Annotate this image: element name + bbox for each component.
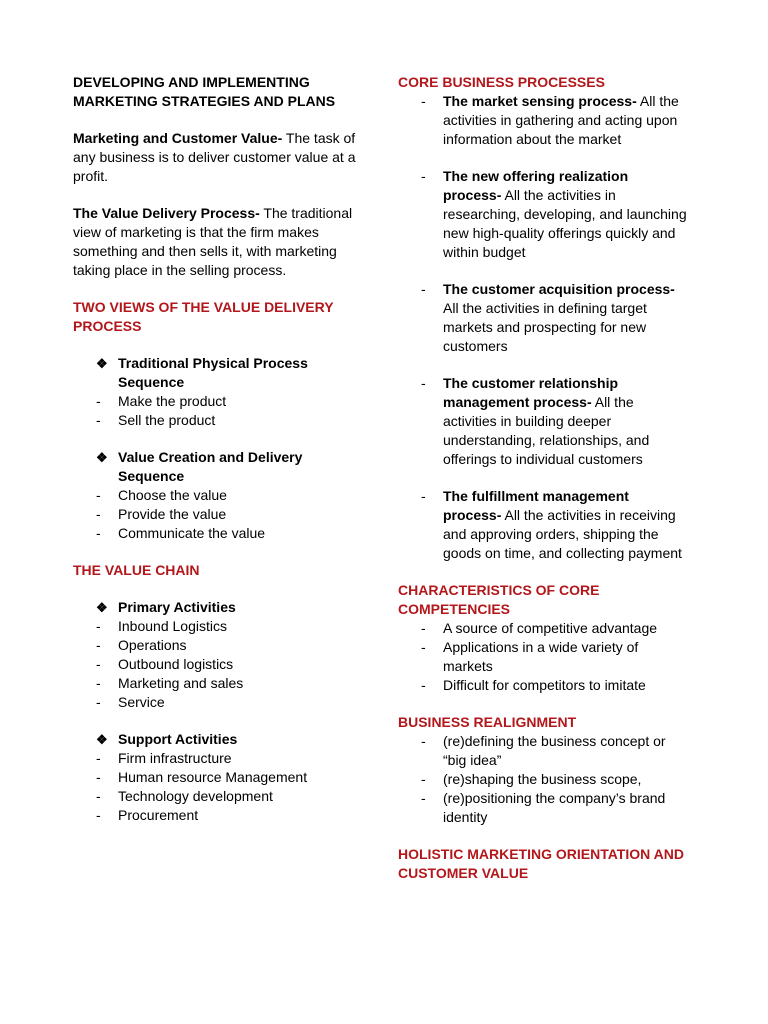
dash-bullet-icon: - [421,733,426,749]
traditional-sequence-label: Traditional Physical Process Sequence [118,355,308,390]
process-term: The customer acquisition process- [443,281,675,297]
list-item-text: Technology development [118,788,273,804]
dash-bullet-icon: - [421,639,426,655]
process-text: All the activities in receiving and approving orders, shipping the goods on time, and collecting payment [443,507,682,561]
right-column [398,73,688,883]
process-text: All the activities in building deeper understanding, relationships, and offerings to individual customers [443,394,650,467]
value-chain-heading: THE VALUE CHAIN [73,562,200,578]
list-item [398,619,688,638]
diamond-bullet-icon: ❖ [96,450,108,465]
traditional-sequence-heading [73,354,363,392]
business-realignment-list [398,732,688,827]
list-item-text: Inbound Logistics [118,618,227,634]
dash-bullet-icon: - [421,790,426,806]
list-item-text: A source of competitive advantage [443,620,658,636]
primary-activities-heading [73,598,363,617]
process-text: All the activities in researching, developing, and launching new high-quality offerings quickly and within budget [443,187,687,260]
value-creation-list [73,486,363,543]
dash-bullet-icon: - [96,487,101,503]
dash-bullet-icon: - [96,637,101,653]
dash-bullet-icon: - [421,771,426,787]
dash-bullet-icon: - [96,807,101,823]
document-title: DEVELOPING AND IMPLEMENTING MARKETING STRATEGIES AND PLANS [73,74,336,109]
dash-bullet-icon: - [96,412,101,428]
value-delivery-process-paragraph [73,204,363,280]
list-item [73,636,363,655]
list-item-text: (re)shaping the business scope, [443,771,642,787]
list-item-text: (re)positioning the company’s brand identity [443,790,666,825]
list-item [73,693,363,712]
list-item [398,732,688,770]
list-item [73,749,363,768]
process-text: All the activities in defining target markets and prospecting for new customers [443,300,647,354]
support-activities-heading [73,730,363,749]
dash-bullet-icon: - [421,375,426,391]
core-business-processes-heading: CORE BUSINESS PROCESSES [398,74,605,90]
process-item [398,487,688,563]
diamond-bullet-icon: ❖ [96,600,108,615]
dash-bullet-icon: - [96,506,101,522]
two-views-heading: TWO VIEWS OF THE VALUE DELIVERY PROCESS [73,299,334,334]
dash-bullet-icon: - [421,488,426,504]
list-item-text: Choose the value [118,487,227,503]
dash-bullet-icon: - [421,168,426,184]
process-item [398,92,688,149]
value-delivery-process-text: The traditional view of marketing is that the firm makes something and then sells it, with marketing taking place in the selling process. [73,205,353,278]
value-creation-label: Value Creation and Delivery Sequence [118,449,303,484]
list-item-text: Make the product [118,393,227,409]
dash-bullet-icon: - [96,694,101,710]
list-item [73,655,363,674]
support-activities-label: Support Activities [118,731,238,747]
process-term: The customer relationship management process- [443,375,619,410]
dash-bullet-icon: - [96,675,101,691]
dash-bullet-icon: - [96,393,101,409]
primary-activities-list [73,617,363,712]
list-item [398,676,688,695]
marketing-customer-value-paragraph [73,129,363,186]
process-term: The market sensing process- [443,93,637,109]
traditional-sequence-list [73,392,363,430]
value-creation-heading [73,448,363,486]
dash-bullet-icon: - [96,525,101,541]
list-item-text: Provide the value [118,506,227,522]
holistic-marketing-heading: HOLISTIC MARKETING ORIENTATION AND CUSTOMER VALUE [398,846,684,881]
list-item-text: Firm infrastructure [118,750,232,766]
dash-bullet-icon: - [96,769,101,785]
list-item-text: Operations [118,637,187,653]
dash-bullet-icon: - [96,788,101,804]
list-item [73,392,363,411]
core-competencies-heading: CHARACTERISTICS OF CORE COMPETENCIES [398,582,600,617]
value-delivery-process-term: The Value Delivery Process- [73,205,260,221]
business-realignment-heading: BUSINESS REALIGNMENT [398,714,577,730]
list-item [73,768,363,787]
list-item [73,617,363,636]
list-item-text: (re)defining the business concept or “big idea” [443,733,666,768]
list-item-text: Service [118,694,165,710]
process-item [398,167,688,262]
list-item [73,806,363,825]
list-item [73,411,363,430]
dash-bullet-icon: - [421,281,426,297]
dash-bullet-icon: - [421,93,426,109]
list-item [73,674,363,693]
marketing-customer-value-text: The task of any business is to deliver customer value at a profit. [73,130,356,184]
list-item [398,770,688,789]
marketing-customer-value-term: Marketing and Customer Value- [73,130,283,146]
list-item-text: Applications in a wide variety of markets [443,639,639,674]
process-term: The fulfillment management process- [443,488,629,523]
process-text: All the activities in gathering and acting upon information about the market [443,93,679,147]
list-item [73,787,363,806]
list-item-text: Human resource Management [118,769,308,785]
list-item [398,789,688,827]
dash-bullet-icon: - [421,620,426,636]
list-item [73,486,363,505]
dash-bullet-icon: - [96,750,101,766]
dash-bullet-icon: - [421,677,426,693]
left-column [73,73,363,843]
list-item-text: Procurement [118,807,199,823]
list-item [398,638,688,676]
process-item [398,280,688,356]
list-item-text: Difficult for competitors to imitate [443,677,646,693]
list-item-text: Communicate the value [118,525,266,541]
support-activities-list [73,749,363,825]
diamond-bullet-icon: ❖ [96,356,108,371]
core-competencies-list [398,619,688,695]
list-item [73,524,363,543]
dash-bullet-icon: - [96,656,101,672]
list-item-text: Sell the product [118,412,216,428]
list-item-text: Outbound logistics [118,656,234,672]
process-item [398,374,688,469]
list-item-text: Marketing and sales [118,675,244,691]
list-item [73,505,363,524]
diamond-bullet-icon: ❖ [96,732,108,747]
process-term: The new offering realization process- [443,168,629,203]
primary-activities-label: Primary Activities [118,599,236,615]
dash-bullet-icon: - [96,618,101,634]
